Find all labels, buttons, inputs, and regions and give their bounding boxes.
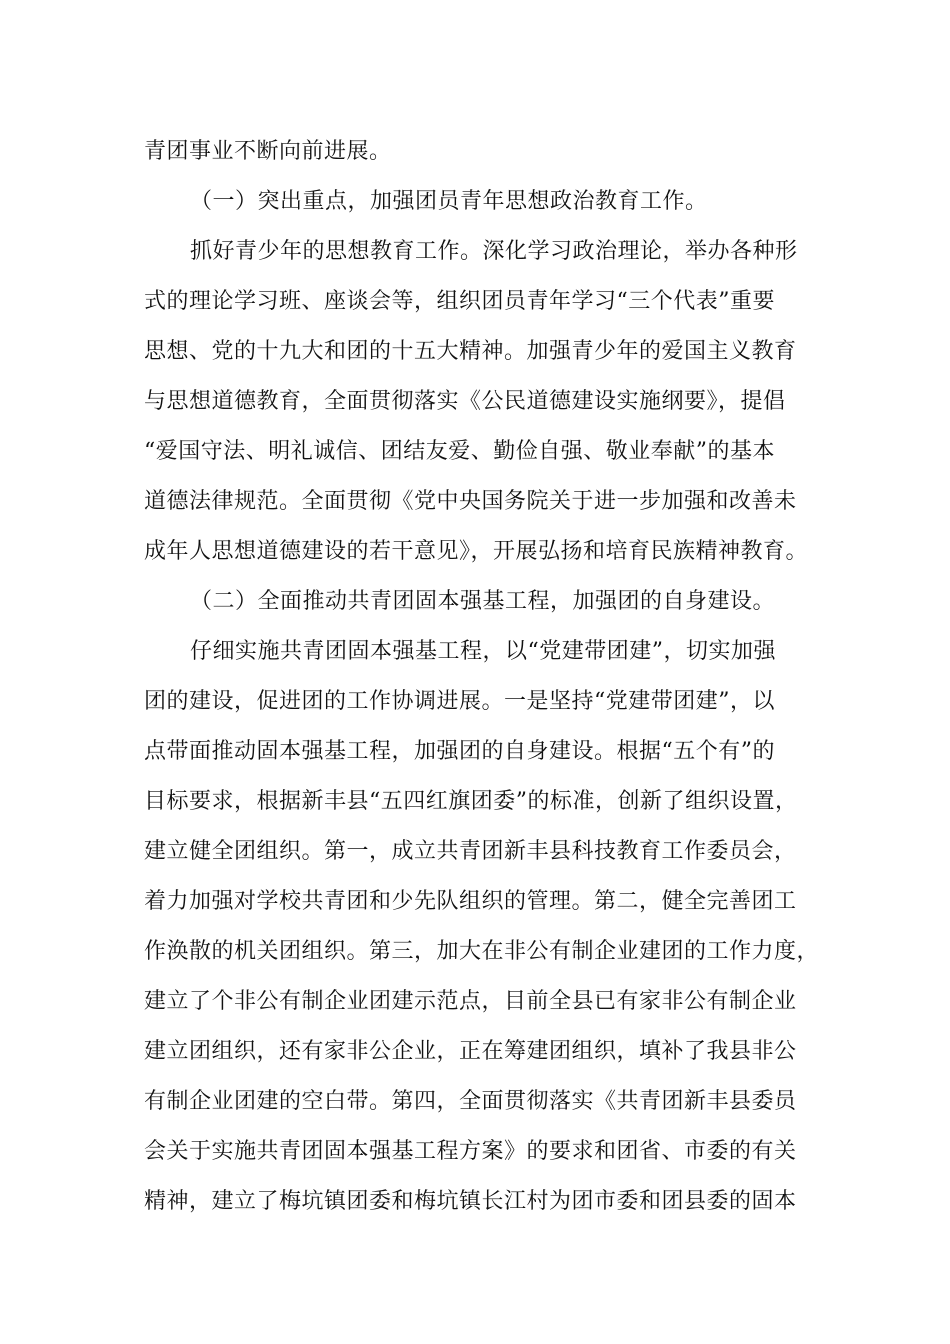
text-line: 会关于实施共青团固本强基工程方案》的要求和团省、市委的有关 (144, 1139, 797, 1164)
text-line: 团的建设，促进团的工作协调进展。一是坚持“党建带团建”，以 (144, 689, 775, 714)
text-line: 抓好青少年的思想教育工作。深化学习政治理论，举办各种形 (190, 239, 798, 264)
text-line: 仔细实施共青团固本强基工程，以“党建带团建”，切实加强 (190, 639, 776, 664)
text-line: 道德法律规范。全面贯彻《党中央国务院关于进一步加强和改善未 (144, 489, 797, 514)
text-line: 成年人思想道德建设的若干意见》，开展弘扬和培育民族精神教育。 (144, 539, 809, 564)
text-line: 建立健全团组织。第一，成立共青团新丰县科技教育工作委员会， (144, 839, 797, 864)
document-body (144, 127, 828, 1227)
text-line: 与思想道德教育，全面贯彻落实《公民道德建设实施纲要》，提倡 (144, 389, 786, 414)
text-line: 目标要求，根据新丰县“五四红旗团委”的标准，创新了组织设置， (144, 789, 798, 814)
text-line: 思想、党的十九大和团的十五大精神。加强青少年的爱国主义教育 (144, 339, 797, 364)
text-line: “爱国守法、明礼诚信、团结友爱、勤俭自强、敬业奉献”的基本 (144, 439, 775, 464)
text-line: 点带面推动固本强基工程，加强团的自身建设。根据“五个有”的 (144, 739, 775, 764)
text-line: 青团事业不断向前进展。 (144, 139, 392, 164)
text-line: 有制企业团建的空白带。第四，全面贯彻落实《共青团新丰县委员 (144, 1089, 797, 1114)
section-heading: （二）全面推动共青团固本强基工程，加强团的自身建设。 (190, 589, 776, 614)
text-line: 建立团组织，还有家非公企业，正在筹建团组织，填补了我县非公 (144, 1039, 797, 1064)
text-line: 精神，建立了梅坑镇团委和梅坑镇长江村为团市委和团县委的固本 (144, 1189, 797, 1214)
text-line: 式的理论学习班、座谈会等，组织团员青年学习“三个代表”重要 (144, 289, 775, 314)
section-heading: （一）突出重点，加强团员青年思想政治教育工作。 (190, 189, 708, 214)
text-line: 作涣散的机关团组织。第三，加大在非公有制企业建团的工作力度， (144, 939, 820, 964)
text-line: 着力加强对学校共青团和少先队组织的管理。第二，健全完善团工 (144, 889, 797, 914)
text-line: 建立了个非公有制企业团建示范点，目前全县已有家非公有制企业 (144, 989, 797, 1014)
